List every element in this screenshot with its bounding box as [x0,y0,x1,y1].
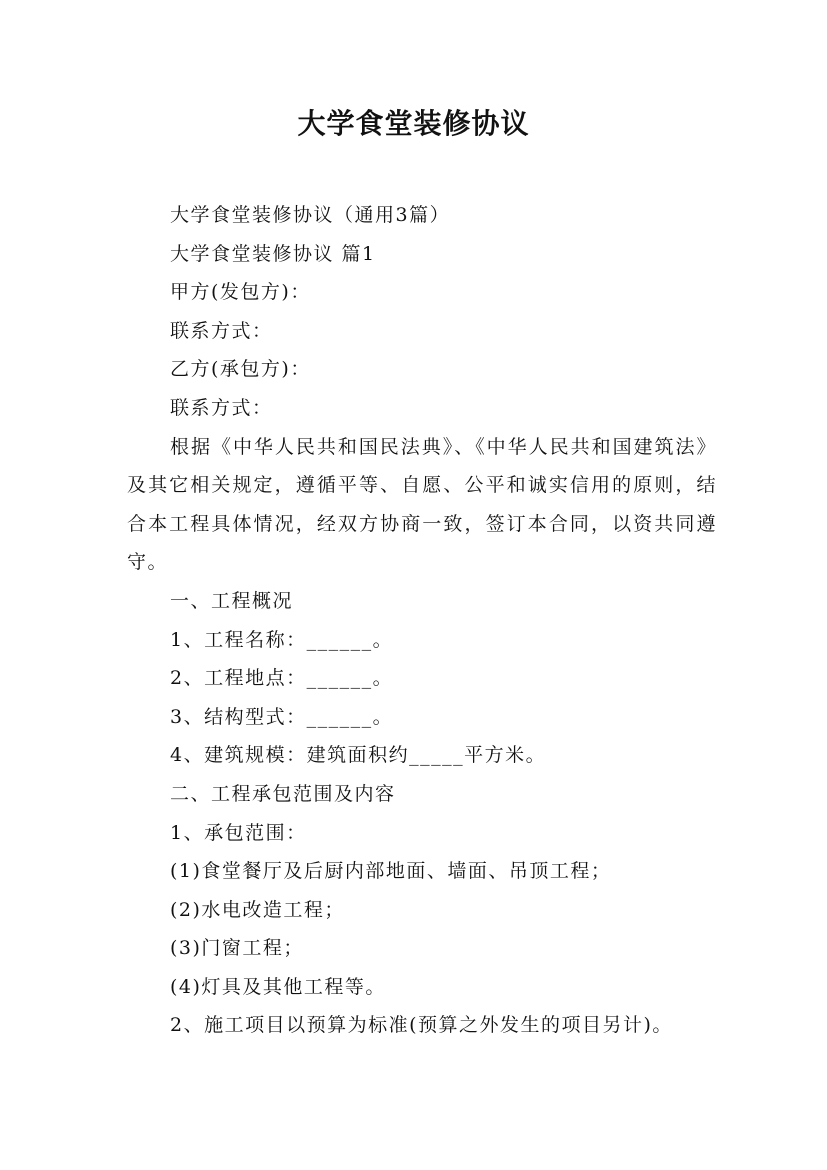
party-a-line: 甲方(发包方)： [170,281,311,304]
section-heading: 大学食堂装修协议 篇1 [170,242,376,265]
clause-item: 2、工程地点：______。 [170,667,394,690]
party-b-contact-line: 联系方式： [170,396,273,419]
clause-subitem: (3)门窗工程； [170,937,304,960]
document-title: 大学食堂装修协议 [297,107,530,140]
clause-item: 2、施工项目以预算为标准(预算之外发生的项目另计)。 [170,1014,673,1037]
preamble-paragraph: 根据《中华人民共和国民法典》、《中华人民共和国建筑法》及其它相关规定，遵循平等、自愿、公平和诚实信用的原则，结合本工程具体情况，经双方协商一致，签订本合同，以资共同遵守。 [127,435,717,574]
clause-subitem: (2)水电改造工程； [170,898,345,921]
clause-item: 1、工程名称：______。 [170,628,394,651]
clause-item: 1、承包范围： [170,821,307,844]
clause-subitem: (1)食堂餐厅及后厨内部地面、墙面、吊顶工程； [170,860,612,883]
clause-heading-1: 一、工程概况 [170,589,294,612]
document-body [127,196,717,1045]
clause-subitem: (4)灯具及其他工程等。 [170,975,386,998]
party-a-contact-line: 联系方式： [170,319,273,342]
subtitle-paragraph: 大学食堂装修协议（通用3篇） [170,204,451,226]
clause-item: 4、建筑规模：建筑面积约_____平方米。 [170,744,547,767]
clause-item: 3、结构型式：______。 [170,705,394,728]
clause-heading-2: 二、工程承包范围及内容 [170,782,396,805]
party-b-line: 乙方(承包方)： [170,358,311,381]
